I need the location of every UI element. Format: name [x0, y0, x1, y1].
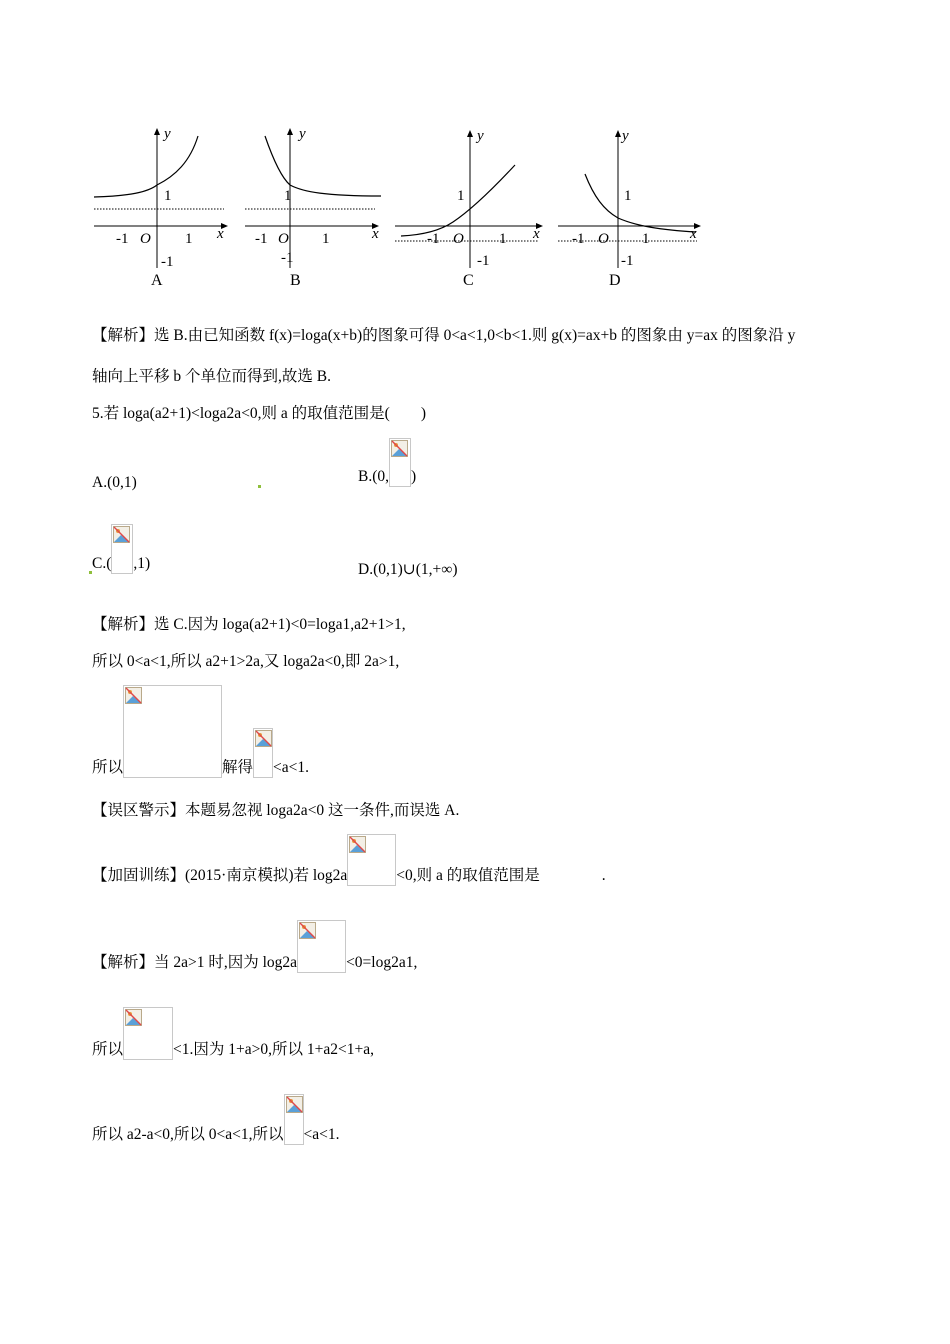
- graph-d: [556, 122, 711, 277]
- so-middle: 解得: [222, 759, 254, 776]
- analysis-2-line-b: 所以 0<a<1,所以 a2+1>2a,又 loga2a<0,即 2a>1,: [92, 653, 400, 670]
- question-5: 5.若 loga(a2+1)<loga2a<0,则 a 的取值范围是( ): [92, 405, 427, 422]
- x-tick-1: 1: [499, 231, 507, 247]
- broken-image-icon: [255, 730, 272, 747]
- analysis-3-line-b: [92, 1007, 374, 1060]
- solution-line: [92, 685, 309, 778]
- an3-prefix: 【解析】当 2a>1 时,因为 log2a: [92, 954, 298, 971]
- option-a: A.(0,1): [92, 474, 137, 491]
- graph-caption-b: B: [290, 272, 301, 289]
- x-axis-label: x: [372, 226, 379, 242]
- option-d: D.(0,1)∪(1,+∞): [358, 561, 458, 578]
- origin-label: O: [598, 231, 609, 247]
- y-axis-label: y: [299, 126, 306, 142]
- y-tick-1: 1: [624, 188, 632, 204]
- y-tick-1: 1: [284, 188, 292, 204]
- y-tick-neg1: -1: [161, 254, 174, 270]
- y-tick-1: 1: [457, 188, 465, 204]
- graph-caption-a: A: [151, 272, 163, 289]
- an4-prefix: 所以: [92, 1041, 124, 1058]
- graph-c: [393, 122, 548, 277]
- y-tick-1: 1: [164, 188, 172, 204]
- analysis-2-line-a: 【解析】选 C.因为 loga(a2+1)<0=loga1,a2+1>1,: [92, 616, 406, 633]
- analysis-3-line-a: [92, 920, 417, 973]
- analysis-1-line-b: 轴向上平移 b 个单位而得到,故选 B.: [92, 368, 331, 385]
- x-tick-neg1: -1: [572, 231, 585, 247]
- x-tick-neg1: -1: [116, 231, 129, 247]
- y-axis-label: y: [622, 128, 629, 144]
- broken-image-icon: [299, 922, 316, 939]
- image-placeholder: [123, 685, 222, 778]
- broken-image-icon: [125, 687, 142, 704]
- image-placeholder: [111, 524, 133, 574]
- x-tick-1: 1: [322, 231, 330, 247]
- image-placeholder: [389, 438, 411, 487]
- image-placeholder: [297, 920, 346, 973]
- broken-image-icon: [391, 440, 408, 457]
- broken-image-icon: [125, 1009, 142, 1026]
- option-b: [358, 438, 416, 487]
- origin-label: O: [140, 231, 151, 247]
- option-c: [92, 524, 150, 574]
- x-tick-neg1: -1: [255, 231, 268, 247]
- warning-note: 【误区警示】本题易忽视 loga2a<0 这一条件,而误选 A.: [92, 802, 460, 819]
- marker-dot: [258, 485, 261, 488]
- image-placeholder: [123, 1007, 173, 1060]
- option-b-prefix: B.(0,: [358, 468, 389, 485]
- analysis-3-line-c: [92, 1094, 340, 1145]
- an4-suffix: <1.因为 1+a>0,所以 1+a2<1+a,: [173, 1041, 374, 1058]
- an5-suffix: <a<1.: [303, 1126, 340, 1143]
- origin-label: O: [453, 231, 464, 247]
- y-tick-neg1: -1: [281, 250, 294, 266]
- option-b-suffix: ): [411, 468, 417, 485]
- graph-b: [241, 122, 386, 277]
- y-axis-label: y: [477, 128, 484, 144]
- y-tick-neg1: -1: [621, 253, 634, 269]
- an3-suffix: <0=log2a1,: [346, 954, 418, 971]
- x-tick-1: 1: [642, 231, 650, 247]
- image-placeholder: [253, 728, 273, 778]
- x-axis-label: x: [533, 226, 540, 242]
- an5-prefix: 所以 a2-a<0,所以 0<a<1,所以: [92, 1126, 284, 1143]
- extra-exercise: [92, 834, 606, 886]
- origin-label: O: [278, 231, 289, 247]
- image-placeholder: [347, 834, 396, 886]
- broken-image-icon: [286, 1096, 303, 1113]
- image-placeholder: [284, 1094, 304, 1145]
- graph-caption-d: D: [609, 272, 621, 289]
- broken-image-icon: [113, 526, 130, 543]
- graph-caption-c: C: [463, 272, 474, 289]
- y-axis-label: y: [164, 126, 171, 142]
- marker-dot: [89, 571, 92, 574]
- x-tick-1: 1: [185, 231, 193, 247]
- x-axis-label: x: [690, 226, 697, 242]
- x-axis-label: x: [217, 226, 224, 242]
- broken-image-icon: [349, 836, 366, 853]
- option-c-prefix: C.(: [92, 555, 112, 572]
- so-suffix: <a<1.: [273, 759, 310, 776]
- y-tick-neg1: -1: [477, 253, 490, 269]
- extra-prefix: 【加固训练】(2015·南京模拟)若 log2a: [92, 867, 348, 884]
- so-prefix: 所以: [92, 759, 124, 776]
- extra-suffix: <0,则 a 的取值范围是 .: [396, 867, 606, 884]
- graph-a: [90, 122, 235, 277]
- option-c-suffix: ,1): [133, 555, 151, 572]
- x-tick-neg1: -1: [427, 231, 440, 247]
- analysis-1-line-a: 【解析】选 B.由已知函数 f(x)=loga(x+b)的图象可得 0<a<1,0<b<1.则 g(x)=ax+b 的图象由 y=ax 的图象沿 y: [92, 327, 796, 344]
